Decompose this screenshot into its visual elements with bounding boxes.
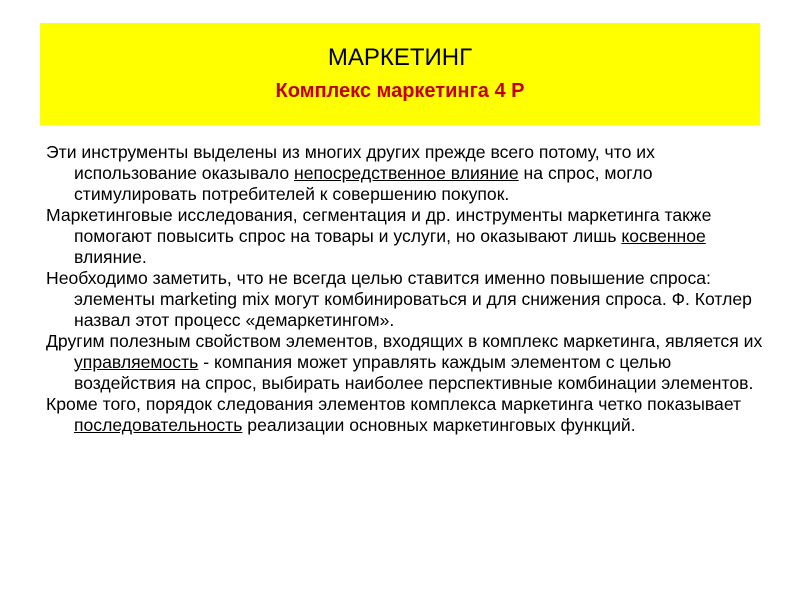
paragraph-demarketing: Необходимо заметить, что не всегда целью ставится именно повышение спроса: элементы marketing mix могут комбинироваться и для снижения спроса. Ф. Котлер назвал этот процесс «демаркетингом». xyxy=(46,268,752,330)
slide-body xyxy=(46,142,766,436)
underlined-term: непосредственное влияние xyxy=(294,163,519,183)
paragraph-text: на спрос, могло стимулировать потребителей к совершению покупок. xyxy=(74,163,653,204)
paragraph-text: реализации основных маркетинговых функций. xyxy=(242,415,636,435)
paragraph-text: Другим полезным свойством элементов, входящих в комплекс маркетинга, является их xyxy=(46,331,763,351)
slide-title: МАРКЕТИНГ xyxy=(327,44,473,71)
paragraph-sequence xyxy=(46,394,766,436)
underlined-term: последовательность xyxy=(74,415,243,435)
paragraph-manageability xyxy=(46,331,766,394)
header-banner xyxy=(40,23,760,125)
paragraph-text: влияние. xyxy=(74,247,147,267)
underlined-term: управляемость xyxy=(74,352,199,372)
paragraph-direct-influence xyxy=(46,142,766,205)
paragraph-indirect-influence xyxy=(46,205,766,268)
slide-subtitle: Комплекс маркетинга 4 Р xyxy=(275,80,525,102)
paragraph-text: Кроме того, порядок следования элементов комплекса маркетинга четко показывает xyxy=(46,394,742,414)
underlined-term: косвенное xyxy=(621,226,706,246)
paragraph-text: Эти инструменты выделены из многих других прежде всего потому, что их использование оказывало xyxy=(46,142,655,183)
paragraph-text: Маркетинговые исследования, сегментация и др. инструменты маркетинга также помогают повысить спрос на товары и услуги, но оказывают лишь xyxy=(46,205,712,246)
paragraph-text: - компания может управлять каждым элементом с целью воздействия на спрос, выбирать наиболее перспективные комбинации элементов. xyxy=(74,352,754,393)
